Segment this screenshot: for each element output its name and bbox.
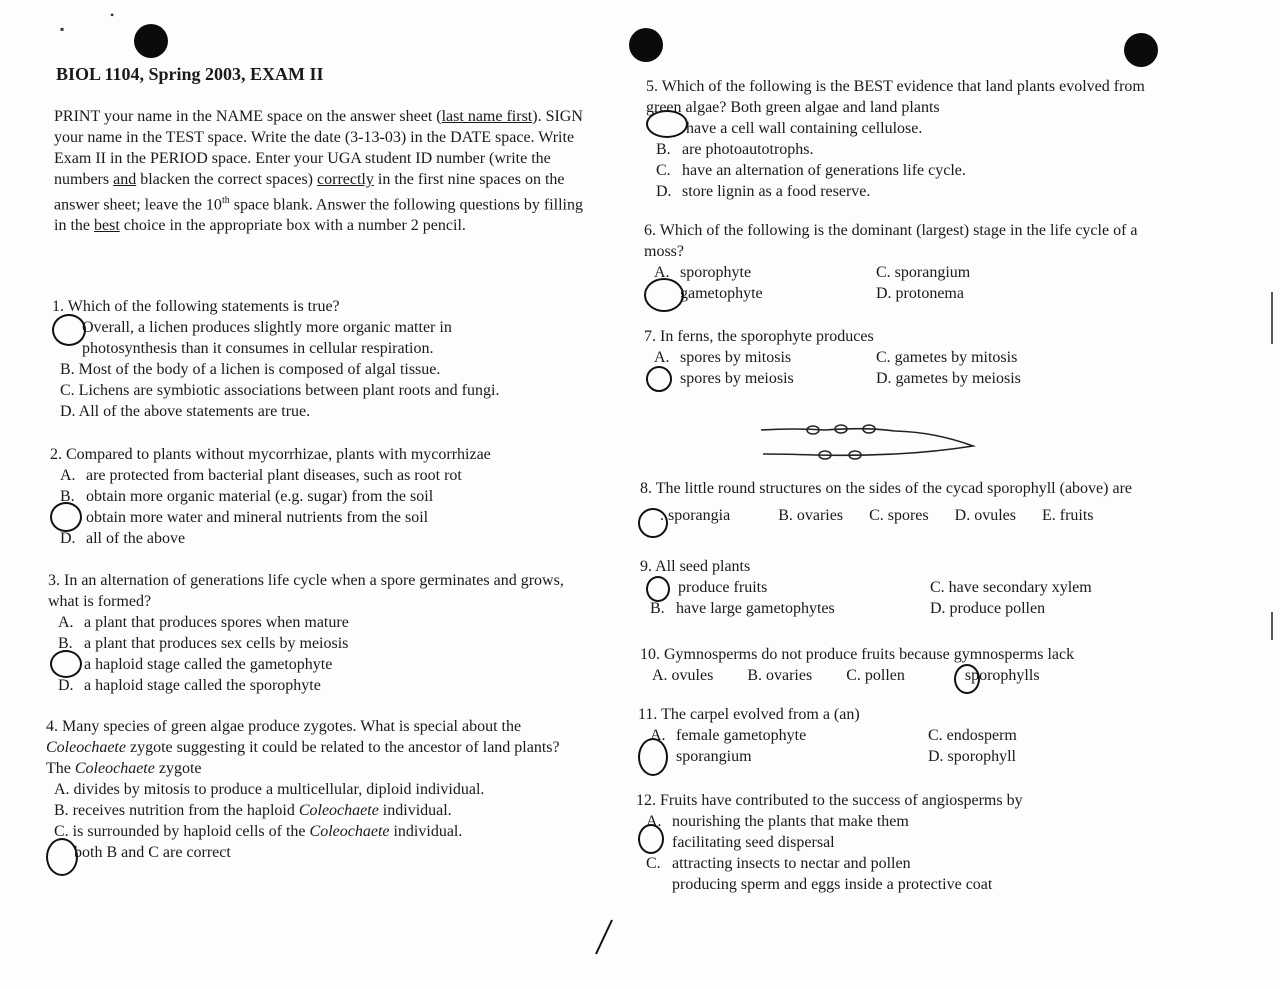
question-7 <box>644 326 1174 389</box>
speck-mark: ▪ <box>60 22 65 36</box>
question-6-option-c: C. sporangium <box>876 264 971 281</box>
question-1-option-b: B. Most of the body of a lichen is composed of algal tissue. <box>60 361 441 378</box>
question-10-option-c: C. pollen <box>846 667 905 684</box>
margin-line <box>1270 292 1274 642</box>
question-10-stem: 10. Gymnosperms do not produce fruits because gymnosperms lack <box>640 646 1075 663</box>
question-4 <box>46 716 576 863</box>
question-7-option-c: C. gametes by mitosis <box>876 349 1018 366</box>
question-12-option-d: producing sperm and eggs inside a protective coat <box>672 876 993 893</box>
question-4-option-d: both B and C are correct <box>74 844 231 861</box>
question-7-option-d: D. gametes by meiosis <box>876 370 1021 387</box>
question-9 <box>640 556 1180 619</box>
question-8-option-a: . sporangia <box>660 507 731 524</box>
question-10-option-b: B. ovaries <box>747 667 813 684</box>
question-11-option-d: D. sporophyll <box>928 748 1016 765</box>
pencil-stroke <box>592 918 616 958</box>
exam-title: BIOL 1104, Spring 2003, EXAM II <box>56 64 324 84</box>
question-5-option-b: B. are photoautotrophs. <box>656 141 814 158</box>
question-8-stem: 8. The little round structures on the sides of the cycad sporophyll (above) are <box>640 480 1133 497</box>
question-6-option-a: A. sporophyte <box>654 264 752 281</box>
question-8-option-b: B. ovaries <box>778 507 844 524</box>
question-11-option-c: C. endosperm <box>928 727 1017 744</box>
question-1-stem: 1. Which of the following statements is true? <box>52 298 340 315</box>
question-7-stem: 7. In ferns, the sporophyte produces <box>644 328 874 345</box>
question-7-option-a: A. spores by mitosis <box>654 349 792 366</box>
question-7-option-b: spores by meiosis <box>680 370 794 387</box>
punch-hole-right <box>1124 33 1158 67</box>
question-11-stem: 11. The carpel evolved from a (an) <box>638 706 860 723</box>
question-8-option-c: C. spores <box>869 507 929 524</box>
punch-hole-left <box>134 24 168 58</box>
question-9-stem: 9. All seed plants <box>640 558 751 575</box>
question-1-option-c: C. Lichens are symbiotic associations between plant roots and fungi. <box>60 382 500 399</box>
cycad-sporophyll-sketch <box>755 418 980 464</box>
question-5 <box>646 76 1176 202</box>
question-2-option-b: B. obtain more organic material (e.g. sugar) from the soil <box>60 488 434 505</box>
question-11 <box>638 704 1178 767</box>
question-8-option-e: E. fruits <box>1041 507 1094 524</box>
question-6 <box>644 220 1174 304</box>
question-4-option-b: B. receives nutrition from the haploid Coleochaete individual. <box>54 802 452 819</box>
question-12-stem: 12. Fruits have contributed to the success of angiosperms by <box>636 792 1023 809</box>
question-5-stem: 5. Which of the following is the BEST evidence that land plants evolved from green algae? Both green algae and land plants <box>646 78 1145 116</box>
instructions: PRINT your name in the NAME space on the answer sheet (last name first). SIGN your name in the TEST space. Write the date (3-13-03) in the DATE space. Write Exam II in the PERIOD space. Enter your UGA student ID number (write the numbers and blacken the correct spaces) correctly in the first nine spaces on the answer sheet; leave the 10th space blank. Answer the following questions by filling in the best choice in the appropriate box with a number 2 pencil. <box>54 108 583 235</box>
question-8-option-d: D. ovules <box>954 507 1016 524</box>
question-2 <box>50 444 590 549</box>
question-5-option-c: C. have an alternation of generations life cycle. <box>656 162 966 179</box>
question-3-option-c: a haploid stage called the gametophyte <box>84 656 333 673</box>
question-2-option-a: A. are protected from bacterial plant diseases, such as root rot <box>60 467 462 484</box>
question-10-option-d: sporophylls <box>964 667 1040 684</box>
question-12-option-b: facilitating seed dispersal <box>672 834 835 851</box>
question-2-option-d: D. all of the above <box>60 530 186 547</box>
question-4-stem: 4. Many species of green algae produce zygotes. What is special about the Coleochaete zygote suggesting it could be related to the ancestor of land plants? The Coleochaete zygote <box>46 718 560 777</box>
question-3-option-d: D. a haploid stage called the sporophyte <box>58 677 321 694</box>
question-9-option-b: B. have large gametophytes <box>650 600 835 617</box>
question-11-option-a: A. female gametophyte <box>650 727 807 744</box>
question-5-option-a: have a cell wall containing cellulose. <box>686 120 923 137</box>
question-3-option-a: A. a plant that produces spores when mature <box>58 614 349 631</box>
question-3-option-b: B. a plant that produces sex cells by meiosis <box>58 635 349 652</box>
question-3-stem: 3. In an alternation of generations life cycle when a spore germinates and grows, what is formed? <box>48 572 564 610</box>
question-12 <box>636 790 1176 895</box>
question-5-option-d: D. store lignin as a food reserve. <box>656 183 871 200</box>
question-12-option-a: A. nourishing the plants that make them <box>646 813 909 830</box>
question-11-option-b: sporangium <box>676 748 752 765</box>
question-9-option-c: C. have secondary xylem <box>930 579 1092 596</box>
question-1 <box>52 296 592 422</box>
punch-hole-center <box>629 28 663 62</box>
question-4-option-c: C. is surrounded by haploid cells of the Coleochaete individual. <box>54 823 463 840</box>
question-8 <box>640 478 1180 526</box>
question-2-option-c: obtain more water and mineral nutrients from the soil <box>86 509 429 526</box>
question-4-option-a: A. divides by mitosis to produce a multicellular, diploid individual. <box>54 781 485 798</box>
speck-mark: • <box>110 8 115 22</box>
question-6-stem: 6. Which of the following is the dominant (largest) stage in the life cycle of a moss? <box>644 222 1138 260</box>
question-1-option-a-cont: photosynthesis than it consumes in cellular respiration. <box>82 340 434 357</box>
question-3 <box>48 570 588 696</box>
question-1-option-d: D. All of the above statements are true. <box>60 403 311 420</box>
question-6-option-d: D. protonema <box>876 285 964 302</box>
question-2-stem: 2. Compared to plants without mycorrhizae, plants with mycorrhizae <box>50 446 491 463</box>
question-9-option-d: D. produce pollen <box>930 600 1046 617</box>
question-9-option-a: produce fruits <box>678 579 768 596</box>
question-6-option-b: gametophyte <box>680 285 763 302</box>
question-10-option-a: A. ovules <box>652 667 714 684</box>
question-10 <box>640 644 1180 686</box>
question-12-option-c: C. attracting insects to nectar and pollen <box>646 855 911 872</box>
question-1-option-a: Overall, a lichen produces slightly more organic matter in <box>82 319 452 336</box>
